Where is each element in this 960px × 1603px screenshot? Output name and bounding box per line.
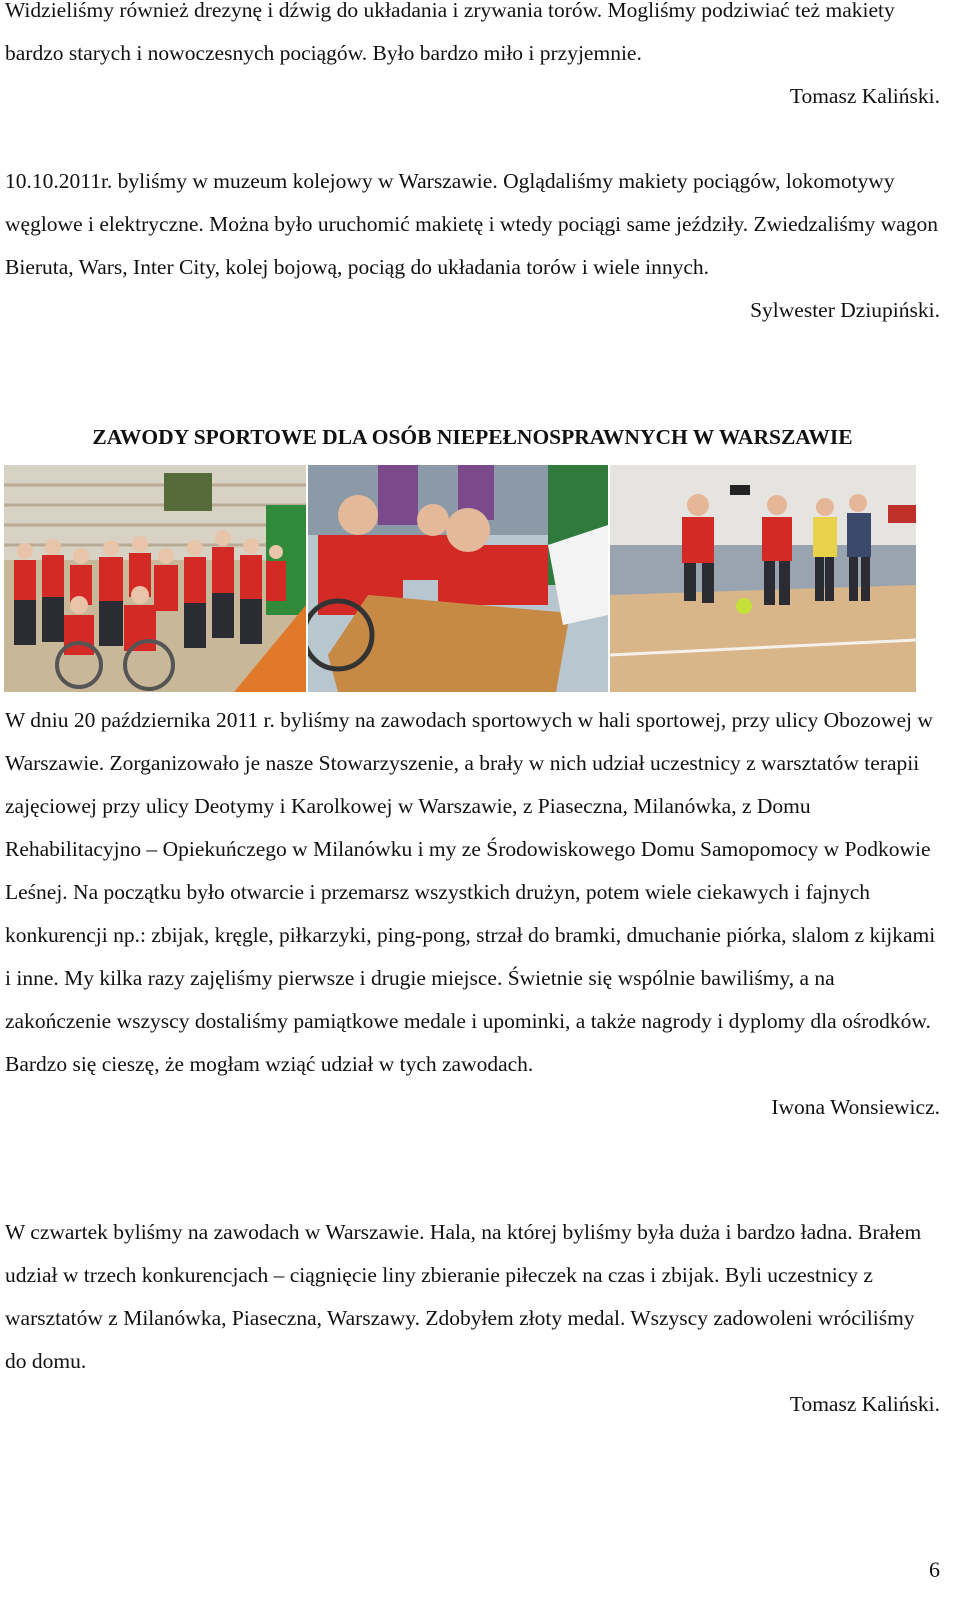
museum-article-signature: Sylwester Dziupiński.: [750, 298, 940, 322]
prev-article-text: Widzieliśmy również drezynę i dźwig do układania i zrywania torów. Mogliśmy podziwiać też makiety bardzo starych i nowoczesnych pociągów. Było bardzo miło i przyjemnie.: [5, 0, 895, 65]
photo-table-game: [308, 465, 608, 692]
museum-article-text: 10.10.2011r. byliśmy w muzeum kolejowy w Warszawie. Oglądaliśmy makiety pociągów, lokomotywy węglowe i elektryczne. Można było uruchomić makietę i wtedy pociągi same jeździły. Zwiedzaliśmy wagon Bieruta, Wars, Inter City, kolej bojową, pociąg do układania torów i wiele innych.: [5, 169, 938, 279]
photo-parade: [4, 465, 306, 692]
sports-article-1-signature: Iwona Wonsiewicz.: [771, 1095, 940, 1119]
prev-article-signature: Tomasz Kaliński.: [789, 84, 940, 108]
sports-article-2-text: W czwartek byliśmy na zawodach w Warszawie. Hala, na której byliśmy była duża i bardzo ładna. Brałem udział w trzech konkurencjach – ciągnięcie liny zbieranie piłeczek na czas i zbijak. Byli uczestnicy z warsztatów z Milanówka, Piaseczna, Warszawy. Zdobyłem złoty medal. Wszyscy zadowoleni wróciliśmy do domu.: [5, 1220, 922, 1373]
sports-article-1-text: W dniu 20 października 2011 r. byliśmy na zawodach sportowych w hali sportowej, przy ulicy Obozowej w Warszawie. Zorganizowało je nasze Stowarzyszenie, a brały w nich udział uczestnicy z warsztatów terapii zajęciowej przy ulicy Deotymy i Karolkowej w Warszawie, z Piaseczna, Milanówka, z Domu Rehabilitacyjno – Opiekuńczego w Milanówku i my ze Środowiskowego Domu Samopomocy w Podkowie Leśnej. Na początku było otwarcie i przemarsz wszystkich drużyn, potem wiele ciekawych i fajnych konkurencji np.: zbijak, kręgle, piłkarzyki, ping-pong, strzał do bramki, dmuchanie piórka, slalom z kijkami i inne. My kilka razy zajęliśmy pierwsze i drugie miejsce. Świetnie się wspólnie bawiliśmy, a na zakończenie wszyscy dostaliśmy pamiątkowe medale i upominki, a także nagrody i dyplomy dla ośrodków. Bardzo się cieszę, że mogłam wziąć udział w tych zawodach.: [5, 708, 936, 1076]
section-heading: ZAWODY SPORTOWE DLA OSÓB NIEPEŁNOSPRAWNYCH W WARSZAWIE: [92, 425, 853, 449]
photo-strip: [4, 465, 916, 692]
sports-article-2-signature: Tomasz Kaliński.: [789, 1392, 940, 1416]
page-number: 6: [929, 1557, 940, 1582]
photo-football: [610, 465, 916, 692]
